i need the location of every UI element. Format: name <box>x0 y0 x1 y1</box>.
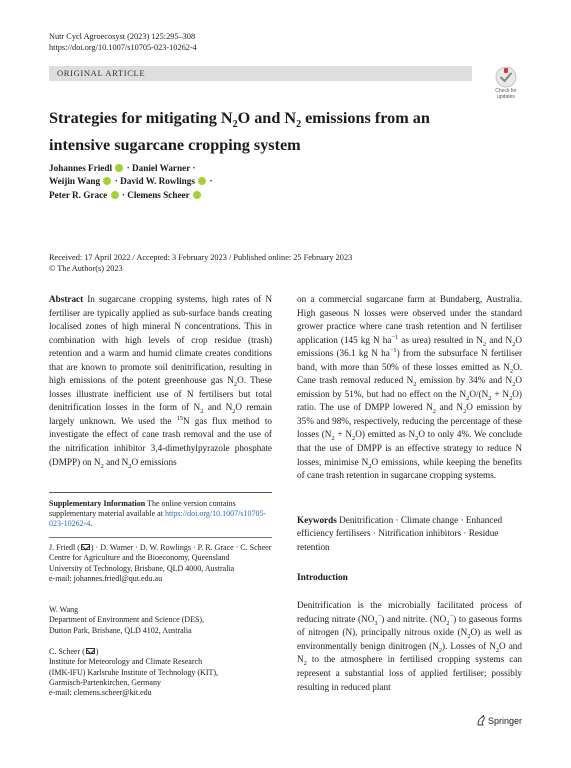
article-type-label: ORIGINAL ARTICLE <box>57 68 146 78</box>
springer-horse-icon <box>476 715 486 726</box>
article-type-banner <box>49 66 472 81</box>
journal-header <box>49 32 197 53</box>
journal-citation: Nutr Cycl Agroecosyst (2023) 125:295–308 <box>49 32 196 41</box>
author-list: Johannes Friedl · Daniel Warner · Weijin Wang · David W. Rowlings · Peter R. Grace · Clemens Scheer <box>49 163 213 200</box>
abstract-label: Abstract <box>49 294 84 304</box>
orcid-icon[interactable] <box>115 164 123 172</box>
affiliation-kit: C. Scheer ( ) Institute for Meteorology and Climate Research (IMK-IFU) Karlsruhe Institute of Technology (KIT), Garmisch-Partenkirchen, Germany e-mail: clemens.scheer@kit.edu <box>49 647 272 698</box>
publisher-logo <box>476 715 522 726</box>
affiliation-qut: J. Friedl ( ) · D. Warner · D. W. Rowlings · P. R. Grace · C. Scheer Centre for Agriculture and the Bioeconomy, Queensland University of Technology, Brisbane, QLD 4000, Australia e-mail: johannes.friedl@qut.edu.au <box>49 543 272 583</box>
doi-link[interactable]: https://doi.org/10.1007/s10705-023-10262-4 <box>49 42 197 52</box>
keywords-label: Keywords <box>297 515 337 525</box>
received-accepted-published: Received: 17 April 2022 / Accepted: 3 February 2023 / Published online: 25 February 2023 <box>49 253 353 262</box>
author-name[interactable]: Peter R. Grace <box>49 189 108 200</box>
supplementary-info: Supplementary Information The online version contains supplementary material available at https://doi.org/10.1007/s10705-023-10262-4. <box>49 499 267 529</box>
copyright-line: © The Author(s) 2023 <box>49 264 123 274</box>
author-email[interactable]: e-mail: clemens.scheer@kit.edu <box>49 688 152 698</box>
orcid-icon[interactable] <box>111 191 119 199</box>
author-email[interactable]: e-mail: johannes.friedl@qut.edu.au <box>49 573 163 583</box>
abstract-text-left: Abstract In sugarcane cropping systems, high rates of N fertiliser are typically applied as sub-surface bands creating localised zones of high mineral N concentrations. This in combination with high levels of crop residue (trash) retention and a warm and humid climate creates conditions that are known to promote soil denitrification, resulting in high emissions of the potent greenhouse gas $N_2O$. These losses illustrate inefficient use of N fertilisers but total denitrification losses in the form of $N_2$ and $N_2O$ remain largely unknown. We used the $^{15}$N gas flux method to investigate the effect of cane trash removal and the use of the nitrification inhibitor 3,4-dimethylpyrazole phosphate (DMPP) on $N_2$ and $N_2O$ emissions <box>49 294 273 470</box>
mail-icon[interactable] <box>86 648 95 655</box>
orcid-icon[interactable] <box>103 177 111 185</box>
introduction-heading: Introduction <box>297 573 348 583</box>
check-for-updates-badge[interactable] <box>490 66 522 98</box>
affiliation-des: W. Wang Department of Environment and Science (DES), Dutton Park, Brisbane, QLD 4102, Australia <box>49 605 205 635</box>
divider <box>49 537 272 538</box>
orcid-icon[interactable] <box>198 177 206 185</box>
introduction-text: Denitrification is the microbially facilitated process of reducing nitrate $(NO_3^-)$ and nitrite. $(NO_2^-)$ to gaseous forms of nitrogen (N), principally nitrous oxide $(N_2O)$ as well as environmentally benign dinitrogen $(N_2)$. Losses of $N_2O$ and $N_2$ to the atmosphere in fertilised cropping systems can represent a substantial loss of applied fertiliser; possibly resulting in reduced plant <box>297 600 522 692</box>
orcid-icon[interactable] <box>193 191 201 199</box>
article-title: Strategies for mitigating $N_2O$ and $N_2$ emissions from an intensive sugarcane cropping system <box>49 109 430 155</box>
abstract-text-right: on a commercial sugarcane farm at Bundaberg, Australia. High gaseous N losses were observed under the standard grower practice where cane trash retention and N fertiliser application (145 kg N $ha^{-1}$ as urea) resulted in $N_2$ and $N_2O$ emissions (36.1 kg N $ha^{-1}$) from the subsurface N fertiliser band, with more than 50% of these losses emitted as $N_2O$. Cane trash removal reduced $N_2$ emission by 34% and $N_2O$ emission by 51%, but had no effect on the $N_2O/(N_2 + N_2O)$ ratio. The use of DMPP lowered $N_2$ and $N_2O$ emission by 35% and 98%, respectively, reducing the percentage of these losses $(N_2 + N_2O)$ emitted as $N_2O$ to only 4%. We conclude that the use of DMPP is an effective strategy to reduce N losses, minimise $N_2O$ emissions, while keeping the benefits of cane trash retention in sugarcane cropping systems. <box>297 294 523 481</box>
check-updates-label: Check for updates <box>495 88 517 100</box>
mail-icon[interactable] <box>81 544 90 551</box>
supplementary-link[interactable]: https://doi.org/10.1007/s10705-023-10262-4 <box>49 509 267 529</box>
supplementary-label: Supplementary Information <box>49 499 146 508</box>
divider <box>49 492 272 493</box>
keywords: Keywords Denitrification · Climate change · Enhanced efficiency fertilisers · Nitrification inhibitors · Residue retention <box>297 515 503 552</box>
check-updates-icon <box>495 66 517 88</box>
publication-dates <box>49 252 352 274</box>
publisher-name: Springer <box>488 716 523 726</box>
author-name[interactable]: Weijin Wang <box>49 176 101 187</box>
author-name[interactable]: Johannes Friedl <box>49 163 113 173</box>
